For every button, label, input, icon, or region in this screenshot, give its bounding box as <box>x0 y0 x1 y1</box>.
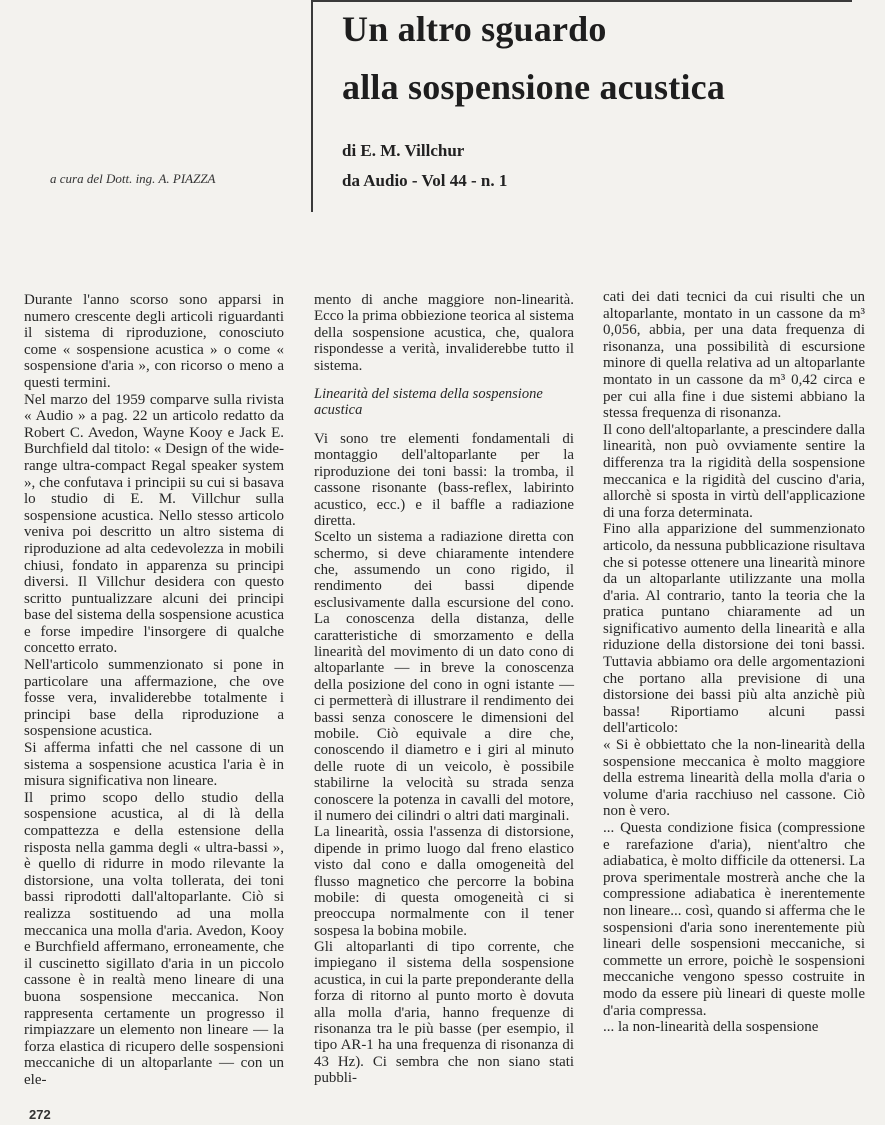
paragraph: La linearità, ossia l'assenza di distorsione, dipende in primo luogo dal freno elastico visto dal cono e dalla omogeneità del flusso magnetico che percorre la bobina mobile: di questa omogeneità ci si preoccupa normalmente con il tener sospesa la bobina mobile. <box>314 824 574 939</box>
paragraph: Nel marzo del 1959 comparve sulla rivista « Audio » a pag. 22 un articolo redatto da Robert C. Avedon, Wayne Kooy e Jack E. Burchfield dal titolo: « Design of the wide-range ultra-compact Regal speaker system », che confutava i principii su cui si basava lo studio di E. M. Villchur sulla sospensione acustica. Nello stesso articolo veniva poi descritto un altro sistema di riproduzione ad alta cedevolezza in mobili chiusi, fondato in apparenza su principi diversi. Il Villchur desidera con questo scritto puntualizzare alcuni dei principi base del sistema della sospensione acustica e forse impedire l'insorgere di qualche concetto errato. <box>24 391 284 657</box>
paragraph: Durante l'anno scorso sono apparsi in numero crescente degli articoli riguardanti il sistema di riproduzione, conosciuto come « sospensione acustica » o come « sospensione d'aria », con ricorso o meno a questi termini. <box>24 292 284 391</box>
paragraph: Il primo scopo dello studio della sospensione acustica, al di là della compattezza e della estensione della risposta nella gamma degli « ultra-bassi », è quello di ridurre in modo rilevante la distorsione, una volta tollerata, dei toni bassi riprodotti dall'altoparlante. Ciò si realizza sostituendo ad una molla meccanica una molla d'aria. Avedon, Kooy e Burchfield affermano, erroneamente, che il cuscinetto sigillato d'aria in un piccolo cassone è in realtà meno lineare di una buona sospensione meccanica. Non rappresenta certamente un progresso il rimpiazzare un elemento non lineare — la forza elastica di ricupero delle sospensioni meccaniche di un altoparlante — con un ele- <box>24 789 284 1088</box>
text-column-1 <box>24 292 284 1089</box>
paragraph: mento di anche maggiore non-linearità. Ecco la prima obbiezione teorica al sistema della sospensione acustica, che, qualora rispondesse a verità, invaliderebbe tutto il sistema. <box>314 292 574 374</box>
paragraph: ... Questa condizione fisica (compressione e rarefazione d'aria), nient'altro che adiabatica, è molto difficile da ottenersi. La prova sperimentale mostrerà anche che la compressione adiabatica è inerentemente non lineare... così, quando si afferma che le sospensioni d'aria sono inerentemente più lineari delle sospensioni meccaniche, si commette un errore, poichè le sospensioni meccaniche vengono spesso costruite in modo da essere più lineari di queste molle d'aria compressa. <box>603 820 865 1019</box>
text-column-3 <box>603 289 865 1036</box>
paragraph: Gli altoparlanti di tipo corrente, che impiegano il sistema della sospensione acustica, in cui la parte preponderante della forza di ritorno al punto morto è dovuta alla molla d'aria, hanno frequenze di risonanza tra le più basse (per esempio, il tipo AR-1 ha una frequenza di risonanza di 43 Hz). Ci sembra che non siano stati pubbli- <box>314 939 574 1087</box>
section-heading: Linearità del sistema della sospensione acustica <box>314 385 543 418</box>
paragraph: ... la non-linearità della sospensione <box>603 1019 819 1036</box>
title-line-1: Un altro sguardo <box>342 9 607 49</box>
vertical-rule <box>311 0 313 212</box>
paragraph: Il cono dell'altoparlante, a prescindere dalla linearità, non può ovviamente sentire la differenza tra la rigidità della sospensione meccanica e la rigidità del cuscino d'aria, allorchè si sposta in virtù dell'applicazione di una forza determinata. <box>603 421 865 521</box>
paragraph: « Si è obbiettato che la non-linearità della sospensione meccanica è molto maggiore della estrema linearità della molla d'aria o volume d'aria racchiuso nel cassone. Ciò non è vero. <box>603 737 865 820</box>
page-number: 272 <box>29 1107 51 1122</box>
paragraph: Si afferma infatti che nel cassone di un sistema a sospensione acustica l'aria è in misura significativa non lineare. <box>24 740 284 790</box>
curator-credit: a cura del Dott. ing. A. PIAZZA <box>50 171 216 186</box>
title-line-2: alla sospensione acustica <box>342 67 726 107</box>
author-line: di E. M. Villchur <box>342 141 465 160</box>
paragraph: cati dei dati tecnici da cui risulti che un altoparlante, montato in un cassone da m³ 0,056, abbia, per una data frequenza di risonanza, una possibilità di escursione minore di quella relativa ad un altoparlante montato in un cassone da m³ 0,42 circa e per cui alla fine i due sistemi abbiano la stessa frequenza di risonanza. <box>603 289 865 422</box>
paragraph: Nell'articolo summenzionato si pone in particolare una affermazione, che ove fosse vera, invaliderebbe totalmente i principi base della riproduzione a sospensione acustica. <box>24 657 284 740</box>
byline <box>342 136 507 196</box>
article-title <box>342 0 725 116</box>
horizontal-rule <box>312 0 852 2</box>
paragraph: Scelto un sistema a radiazione diretta con schermo, si deve chiaramente intendere che, assumendo un cono rigido, il rendimento dei bassi dipende esclusivamente dalla escursione del cono. La conoscenza della distanza, delle caratteristiche di smorzamento e della linearità del movimento di un dato cono di altoparlante — in breve la conoscenza della posizione del cono in ogni istante — ci permetterà di illustrare il rendimento dei bassi senza conoscere le dimensioni del mobile. Ciò equivale a dire che, conoscendo il diametro e i giri al minuto delle ruote di un veicolo, è possibile stabilirne la velocità su strada senza conoscere la potenza in cavalli del motore, il numero dei cilindri o altri dati marginali. <box>314 529 574 824</box>
paragraph: Vi sono tre elementi fondamentali di montaggio dell'altoparlante per la riproduzione dei toni bassi: la tromba, il cassone risonante (bass-reflex, labirinto acustico, ecc.) e il baffle a radiazione diretta. <box>314 430 574 529</box>
source-line: da Audio - Vol 44 - n. 1 <box>342 171 508 190</box>
text-column-2 <box>314 292 574 1087</box>
paragraph: Fino alla apparizione del summenzionato articolo, da nessuna pubblicazione risultava che si potesse ottenere una linearità minore da un altoparlante utilizzante una molla d'aria. Al contrario, tanto la teoria che la pratica puntano chiaramente ad un significativo aumento della linearità e alla riduzione della distorsione dei toni bassi. Tuttavia abbiamo ora delle argomentazioni che portano alla previsione di una distorsione dei bassi più alta anzichè più bassa! Riportiamo alcuni passi dell'articolo: <box>603 521 865 737</box>
